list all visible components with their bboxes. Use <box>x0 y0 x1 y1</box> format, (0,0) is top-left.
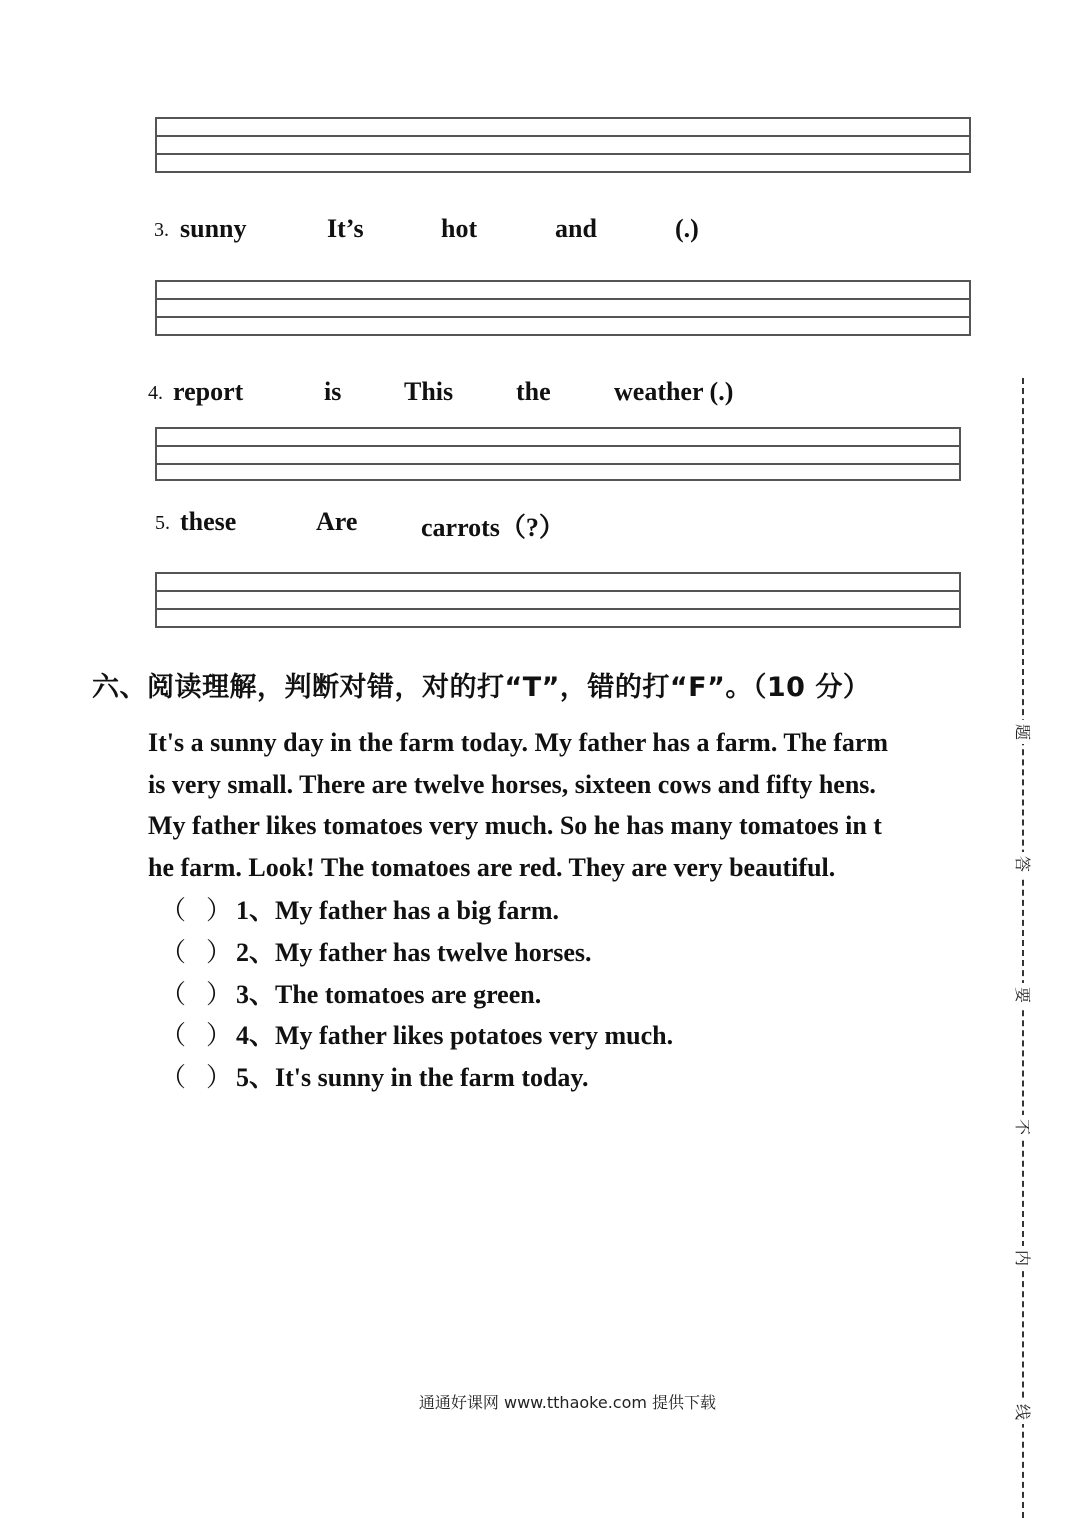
word: these <box>180 507 237 536</box>
word: sunny <box>180 214 247 243</box>
binding-char: 内 <box>1010 1246 1034 1270</box>
answer-blank-close: ） <box>206 980 233 1010</box>
word: carrots（?） <box>421 513 565 542</box>
word: Are <box>316 507 358 536</box>
answer-blank-close: ） <box>206 938 233 968</box>
answer-blank-close: ） <box>206 1063 233 1093</box>
word: It’s <box>327 214 364 243</box>
answer-blank-open[interactable]: （ <box>160 1021 187 1051</box>
question-4 <box>148 377 788 407</box>
binding-char: 线 <box>1010 1400 1034 1424</box>
writing-lines[interactable] <box>155 117 971 173</box>
reading-passage <box>148 722 998 888</box>
word: weather (.) <box>614 377 734 406</box>
binding-cut-line <box>1022 378 1024 1518</box>
section-title: 六、阅读理解，判断对错，对的打“T”，错的打“F”。（10 分） <box>92 672 871 703</box>
word: and <box>555 214 597 243</box>
footer-source: 通通好课网 www.tthaoke.com 提供下载 <box>418 1393 717 1412</box>
passage-line: It's a sunny day in the farm today. My father has a farm. The farm <box>148 728 889 757</box>
binding-char: 要 <box>1010 983 1034 1007</box>
question-number: 4. <box>148 382 163 404</box>
binding-char: 不 <box>1010 1115 1034 1139</box>
passage-line: is very small. There are twelve horses, sixteen cows and fifty hens. <box>148 769 876 799</box>
word: hot <box>441 214 478 243</box>
passage-line: My father likes tomatoes very much. So he has many tomatoes in t <box>148 811 882 840</box>
tf-statement: 1、My father has a big farm. <box>236 896 560 925</box>
passage-line: he farm. Look! The tomatoes are red. They are very beautiful. <box>148 852 836 882</box>
tf-statement: 4、My father likes potatoes very much. <box>236 1021 674 1050</box>
writing-lines[interactable] <box>155 427 961 481</box>
tf-statement: 2、My father has twelve horses. <box>236 938 592 967</box>
binding-char: 题 <box>1010 720 1034 744</box>
writing-lines[interactable] <box>155 280 971 336</box>
word: (.) <box>675 214 699 243</box>
answer-blank-open[interactable]: （ <box>160 938 187 968</box>
answer-blank-open[interactable]: （ <box>160 896 187 926</box>
answer-blank-open[interactable]: （ <box>160 1063 187 1093</box>
answer-blank-open[interactable]: （ <box>160 980 187 1010</box>
tf-statement: 3、The tomatoes are green. <box>236 980 542 1009</box>
question-number: 3. <box>154 219 169 241</box>
binding-char: 答 <box>1010 852 1034 876</box>
question-5 <box>155 507 675 542</box>
word: the <box>516 377 551 406</box>
answer-blank-close: ） <box>206 896 233 926</box>
word: report <box>173 377 244 406</box>
word: is <box>324 377 342 406</box>
writing-lines[interactable] <box>155 572 961 628</box>
question-3 <box>154 214 754 244</box>
word: This <box>404 377 454 406</box>
answer-blank-close: ） <box>206 1021 233 1051</box>
question-number: 5. <box>155 512 170 534</box>
tf-statement: 5、It's sunny in the farm today. <box>236 1063 589 1092</box>
